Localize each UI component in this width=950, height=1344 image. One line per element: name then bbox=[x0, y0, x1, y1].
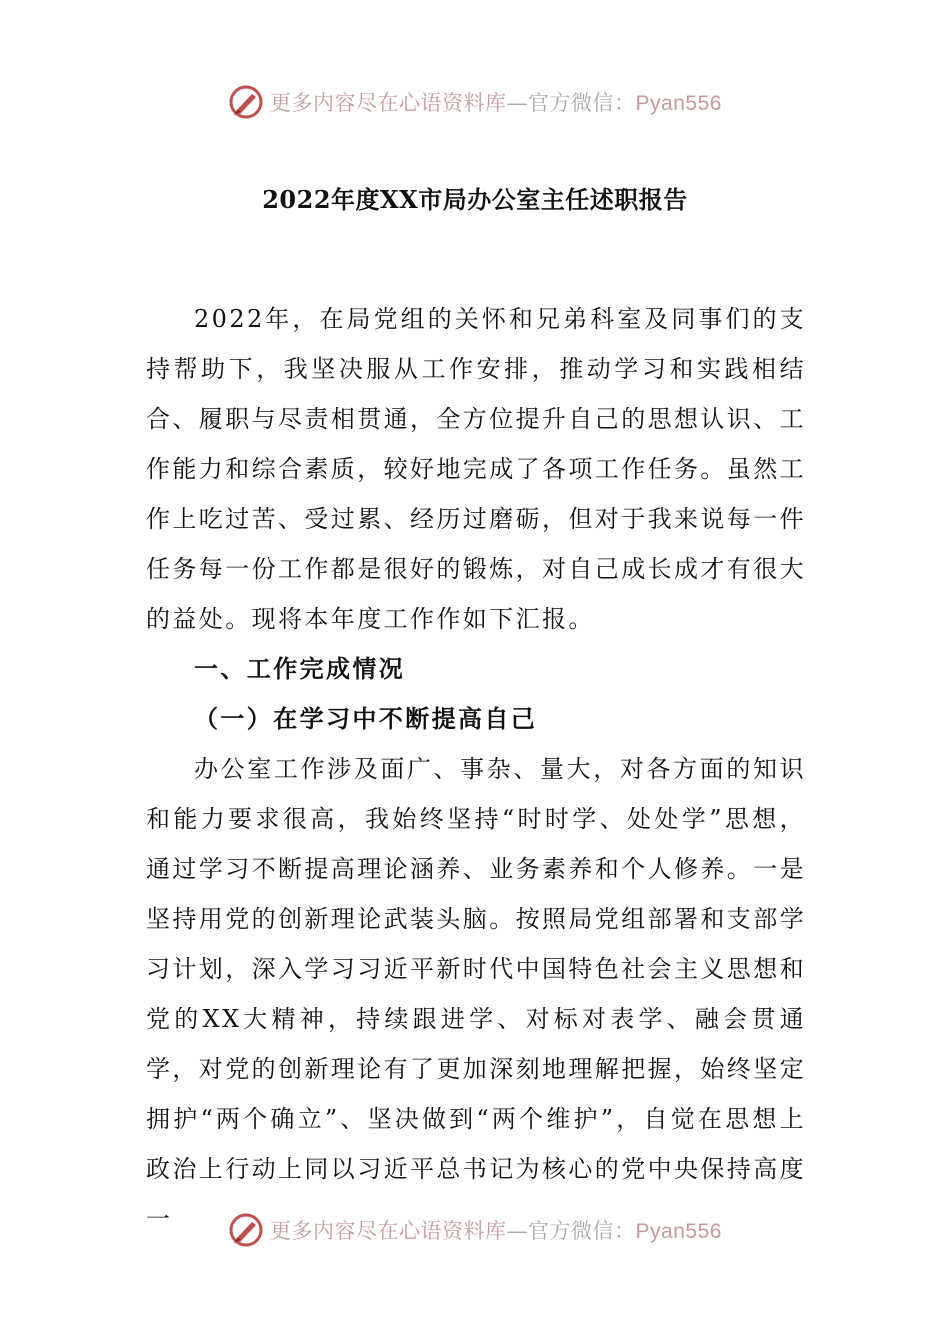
watermark-dash: — bbox=[506, 1219, 529, 1243]
watermark-text: 更多内容尽在心语资料库 bbox=[270, 1219, 507, 1243]
body-paragraph: 办公室工作涉及面广、事杂、量大，对各方面的知识和能力要求很高，我始终坚持“时时学、处处学”思想，通过学习不断提高理论涵养、业务素养和个人修养。一是坚持用党的创新理论武装头脑。按照局党组部署和支部学习计划，深入学习习近平新时代中国特色社会主义思想和党的XX大精神，持续跟进学、对标对表学、融会贯通学，对党的创新理论有了更加深刻地理解把握，始终坚定拥护“两个确立”、坚决做到“两个维护”，自觉在思想上政治上行动上同以习近平总书记为核心的党中央保持高度一 bbox=[146, 755, 806, 1233]
footer-watermark bbox=[0, 1208, 950, 1252]
watermark-wechat-label: 官方微信： bbox=[528, 91, 636, 115]
watermark-wechat-label: 官方微信： bbox=[528, 1219, 636, 1243]
intro-paragraph: 2022年，在局党组的关怀和兄弟科室及同事们的支持帮助下，我坚决服从工作安排，推动学习和实践相结合、履职与尽责相贯通，全方位提升自己的思想认识、工作能力和综合素质，较好地完成了各项工作任务。虽然工作上吃过苦、受过累、经历过磨砺，但对于我来说每一件任务每一份工作都是很好的锻炼，对自己成长成才有很大的益处。现将本年度工作作如下汇报。 bbox=[146, 305, 806, 633]
pen-logo-icon bbox=[228, 1212, 264, 1248]
section-heading: 一、工作完成情况 bbox=[194, 654, 406, 683]
document-title: 2022年度XX市局办公室主任述职报告 bbox=[262, 185, 688, 214]
document-body bbox=[146, 294, 806, 1244]
subsection-heading: （一）在学习中不断提高自己 bbox=[194, 704, 538, 733]
watermark-text: 更多内容尽在心语资料库 bbox=[270, 91, 507, 115]
watermark-dash: — bbox=[506, 91, 529, 115]
header-watermark bbox=[0, 80, 950, 124]
watermark-wechat-id: Pyan556 bbox=[635, 1220, 722, 1243]
pen-logo-icon bbox=[228, 84, 264, 120]
watermark-wechat-id: Pyan556 bbox=[635, 92, 722, 115]
